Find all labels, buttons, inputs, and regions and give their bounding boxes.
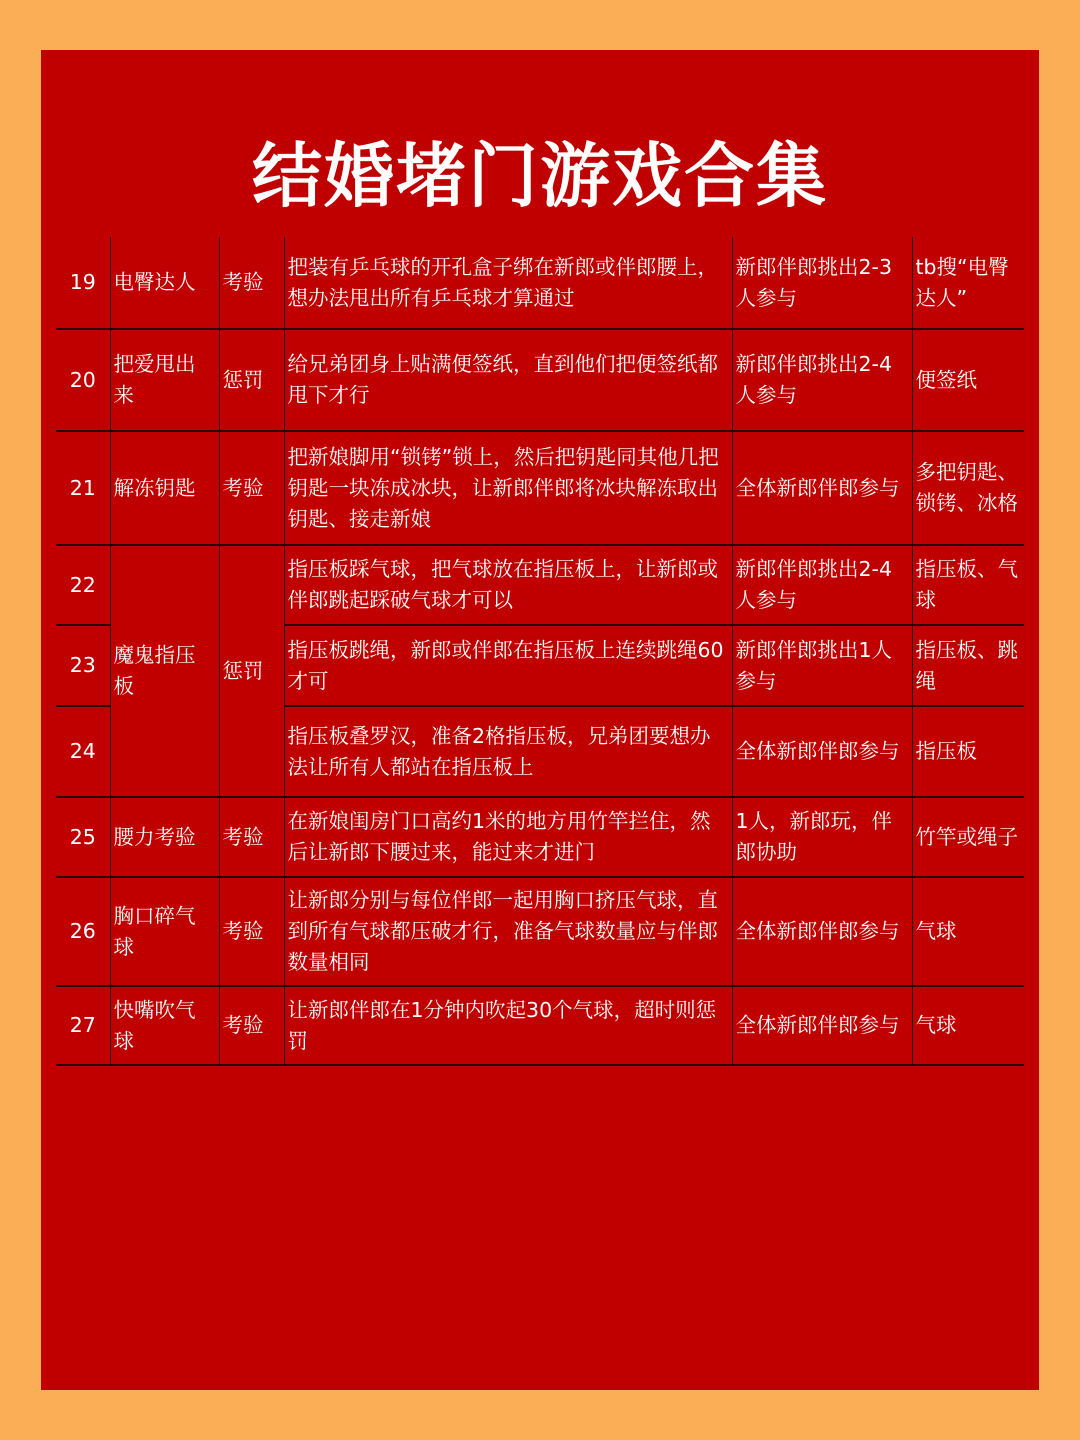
game-description: 在新娘闺房门口高约1米的地方用竹竿拦住，然后让新郎下腰过来，能过来才进门 [284,797,732,877]
game-participants: 新郎伴郎挑出1人参与 [732,625,912,706]
table-row [56,877,1024,986]
game-props: 便签纸 [912,329,1024,431]
game-participants: 全体新郎伴郎参与 [732,706,912,797]
game-name: 快嘴吹气球 [110,986,219,1065]
row-number: 25 [56,797,110,877]
game-type: 惩罚 [219,545,284,797]
game-name: 魔鬼指压板 [110,545,219,797]
row-number: 21 [56,431,110,545]
row-number: 22 [56,545,110,625]
games-table [56,237,1024,1066]
game-type: 考验 [219,877,284,986]
row-number: 20 [56,329,110,431]
game-name: 胸口碎气球 [110,877,219,986]
table-row [56,797,1024,877]
game-description: 让新郎伴郎在1分钟内吹起30个气球，超时则惩罚 [284,986,732,1065]
game-description: 指压板叠罗汉，准备2格指压板，兄弟团要想办法让所有人都站在指压板上 [284,706,732,797]
game-props: tb搜“电臀达人” [912,237,1024,329]
game-props: 指压板 [912,706,1024,797]
game-type: 考验 [219,797,284,877]
row-number: 27 [56,986,110,1065]
game-type: 考验 [219,431,284,545]
row-number: 19 [69,270,96,294]
game-description: 把新娘脚用“锁铐”锁上，然后把钥匙同其他几把钥匙一块冻成冰块，让新郎伴郎将冰块解冻取出钥匙、接走新娘 [284,431,732,545]
table-row [56,545,1024,625]
game-participants: 全体新郎伴郎参与 [732,877,912,986]
row-number: 26 [56,877,110,986]
game-description: 指压板踩气球，把气球放在指压板上，让新郎或伴郎跳起踩破气球才可以 [284,545,732,625]
game-name: 解冻钥匙 [110,431,219,545]
game-participants: 全体新郎伴郎参与 [732,431,912,545]
table-row [56,237,1024,329]
game-description: 把装有乒乓球的开孔盒子绑在新郎或伴郎腰上，想办法甩出所有乒乓球才算通过 [284,237,732,329]
game-participants: 新郎伴郎挑出2-4人参与 [732,329,912,431]
game-participants: 新郎伴郎挑出2-4人参与 [732,545,912,625]
game-description: 让新郎分别与每位伴郎一起用胸口挤压气球，直到所有气球都压破才行，准备气球数量应与伴郎数量相同 [284,877,732,986]
game-name: 把爱甩出来 [110,329,219,431]
game-props: 气球 [912,877,1024,986]
game-description: 给兄弟团身上贴满便签纸，直到他们把便签纸都甩下才行 [284,329,732,431]
game-participants: 1人，新郎玩，伴郎协助 [732,797,912,877]
table-row [56,431,1024,545]
game-description: 指压板跳绳，新郎或伴郎在指压板上连续跳绳60才可 [284,625,732,706]
game-props: 气球 [912,986,1024,1065]
game-props: 竹竿或绳子 [912,797,1024,877]
game-name: 电臀达人 [110,237,219,329]
game-participants: 全体新郎伴郎参与 [732,986,912,1065]
game-participants: 新郎伴郎挑出2-3人参与 [732,237,912,329]
row-number: 24 [56,706,110,797]
game-props: 指压板、气球 [912,545,1024,625]
page-title: 结婚堵门游戏合集 [252,134,828,217]
table-row [56,329,1024,431]
game-type: 惩罚 [219,329,284,431]
row-number: 23 [56,625,110,706]
game-type: 考验 [219,986,284,1065]
game-type: 考验 [219,237,284,329]
game-props: 多把钥匙、锁铐、冰格 [912,431,1024,545]
game-props: 指压板、跳绳 [912,625,1024,706]
game-name: 腰力考验 [110,797,219,877]
table-row [56,986,1024,1065]
